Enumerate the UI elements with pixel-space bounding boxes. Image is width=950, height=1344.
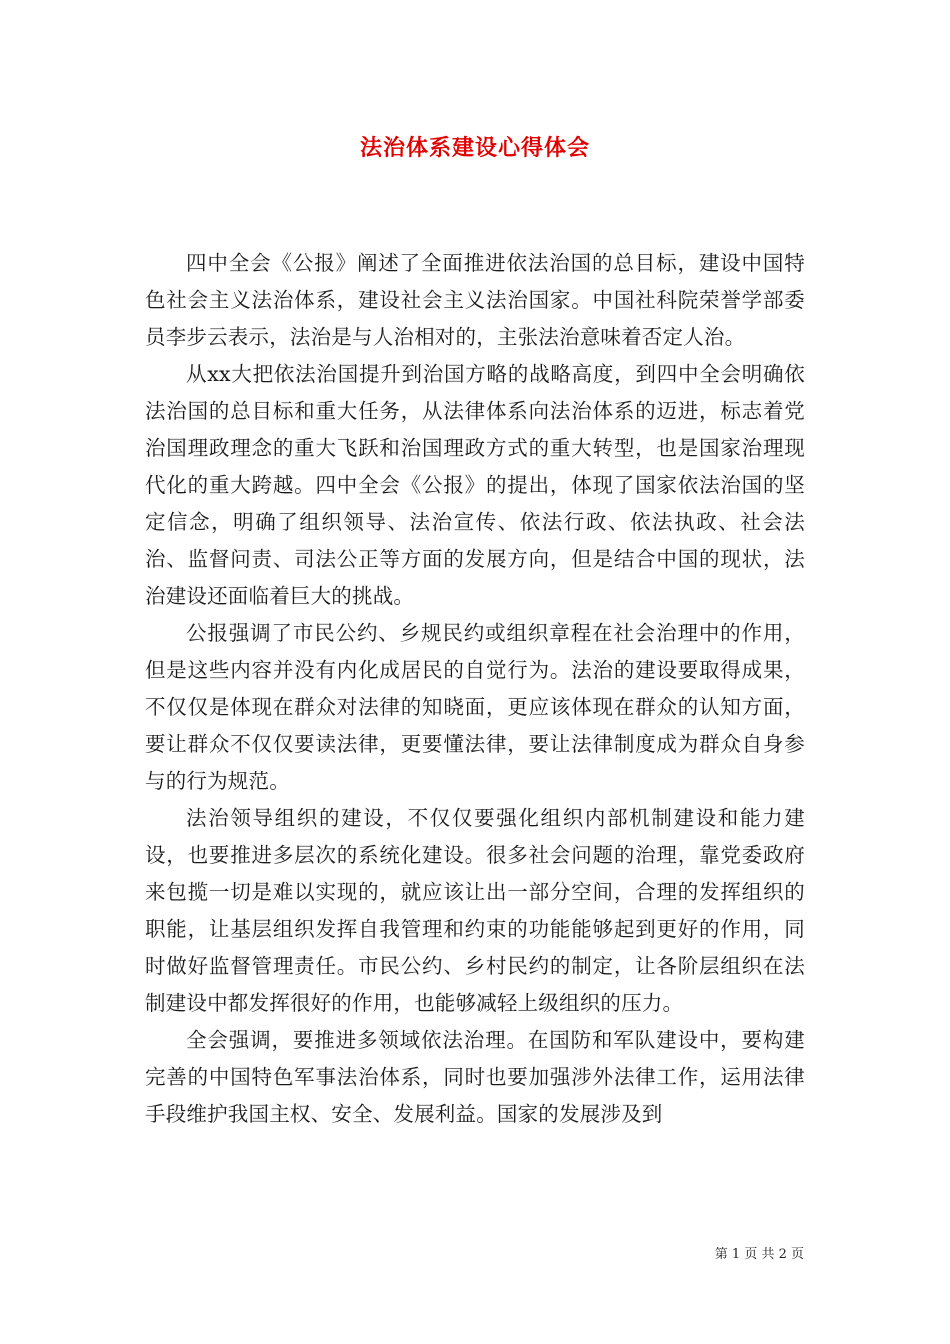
paragraph-1: 四中全会《公报》阐述了全面推进依法治国的总目标，建设中国特色社会主义法治体系，建设社会主义法治国家。中国社科院荣誉学部委员李步云表示，法治是与人治相对的，主张法治意味着否定人治。 bbox=[145, 251, 805, 349]
paragraph-4: 法治领导组织的建设，不仅仅要强化组织内部机制建设和能力建设，也要推进多层次的系统化建设。很多社会问题的治理，靠党委政府来包揽一切是难以实现的，就应该让出一部分空间，合理的发挥组织的职能，让基层组织发挥自我管理和约束的功能能够起到更好的作用，同时做好监督管理责任。市民公约、乡村民约的制定，让各阶层组织在法制建设中都发挥很好的作用，也能够减轻上级组织的压力。 bbox=[145, 806, 805, 1015]
page-number: 第 1 页 共 2 页 bbox=[714, 1247, 804, 1262]
document-body bbox=[145, 245, 805, 1133]
paragraph-5: 全会强调，要推进多领域依法治理。在国防和军队建设中，要构建完善的中国特色军事法治体系，同时也要加强涉外法律工作，运用法律手段维护我国主权、安全、发展利益。国家的发展涉及到 bbox=[145, 1028, 805, 1126]
document-title: 法治体系建设心得体会 bbox=[359, 135, 590, 161]
paragraph-2: 从xx大把依法治国提升到治国方略的战略高度，到四中全会明确依法治国的总目标和重大任务，从法律体系向法治体系的迈进，标志着党治国理政理念的重大飞跃和治国理政方式的重大转型，也是国家治理现代化的重大跨越。四中全会《公报》的提出，体现了国家依法治国的坚定信念，明确了组织领导、法治宣传、依法行政、依法执政、社会法治、监督问责、司法公正等方面的发展方向，但是结合中国的现状，法治建设还面临着巨大的挑战。 bbox=[145, 362, 805, 608]
paragraph-3: 公报强调了市民公约、乡规民约或组织章程在社会治理中的作用，但是这些内容并没有内化成居民的自觉行为。法治的建设要取得成果，不仅仅是体现在群众对法律的知晓面，更应该体现在群众的认知方面，要让群众不仅仅要读法律，更要懂法律，要让法律制度成为群众自身参与的行为规范。 bbox=[145, 621, 805, 793]
